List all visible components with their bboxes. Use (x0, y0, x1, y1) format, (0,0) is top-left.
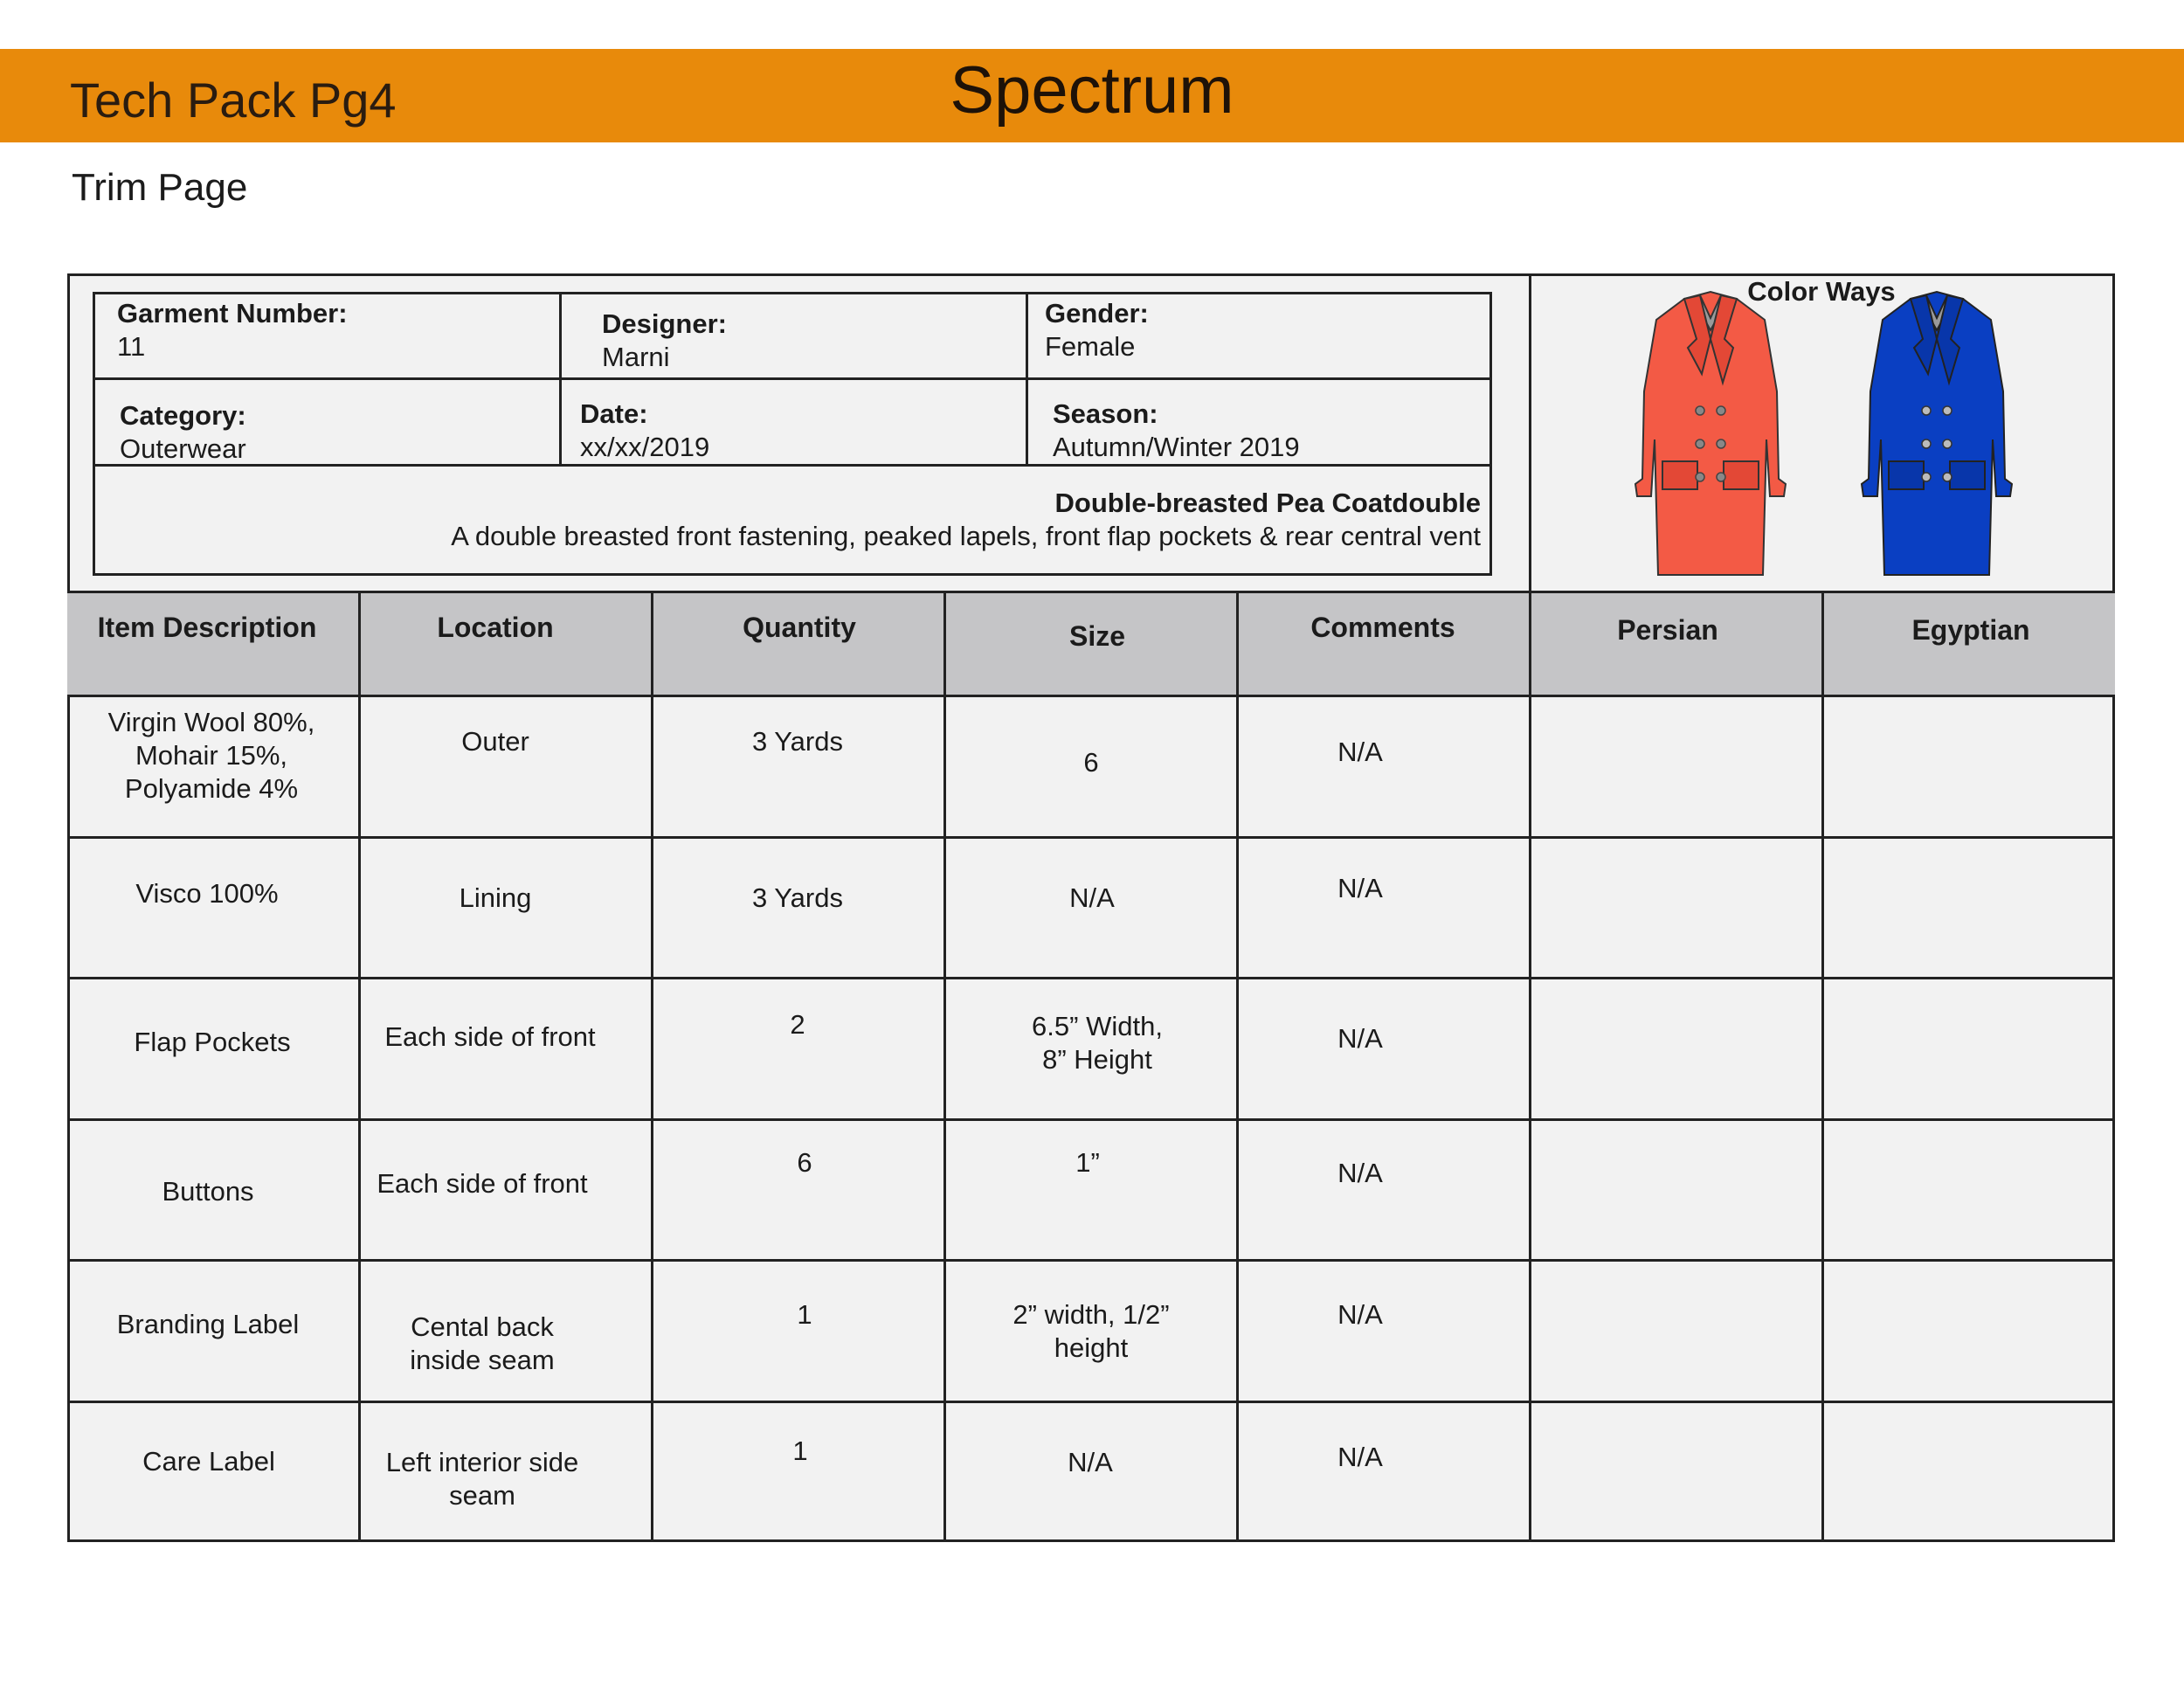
cell-comments: N/A (1337, 1158, 1383, 1188)
cell-comments: N/A (1337, 873, 1383, 903)
header-quantity: Quantity (743, 612, 856, 643)
garment-description (451, 487, 1481, 553)
cell-quantity: 1 (797, 1299, 812, 1330)
cell-item: Flap Pockets (134, 1027, 291, 1057)
cell-comments: N/A (1337, 1023, 1383, 1054)
cell-quantity: 6 (797, 1147, 812, 1178)
cell-comments: N/A (1337, 1442, 1383, 1472)
header-comments: Comments (1310, 612, 1455, 643)
coat-icon (1849, 287, 2024, 579)
cell-size: 2” width, 1/2” height (1013, 1299, 1170, 1363)
cell-size: 6.5” Width, 8” Height (1032, 1011, 1163, 1075)
cell-location: Cental back inside seam (410, 1311, 555, 1375)
cell-location: Each side of front (377, 1168, 588, 1199)
season-field: Season: Autumn/Winter 2019 (1053, 398, 1300, 462)
cell-item: Virgin Wool 80%, Mohair 15%, Polyamide 4% (107, 707, 315, 804)
cell-item: Buttons (162, 1176, 254, 1207)
header-persian: Persian (1617, 614, 1718, 646)
garment-title: Double-breasted Pea Coatdouble (1054, 488, 1481, 518)
cell-location: Outer (461, 726, 529, 757)
page-subtitle: Trim Page (72, 166, 248, 209)
cell-item: Care Label (142, 1446, 275, 1477)
designer-field: Designer: Marni (602, 308, 727, 372)
cell-quantity: 2 (790, 1009, 805, 1040)
cell-size: N/A (1069, 882, 1115, 913)
coat-icon (1623, 287, 1798, 579)
header-egyptian: Egyptian (1911, 614, 2030, 646)
cell-location: Each side of front (384, 1021, 596, 1052)
garment-info-box (93, 292, 1492, 576)
cell-comments: N/A (1337, 737, 1383, 767)
header-size: Size (1068, 620, 1126, 652)
header-item-description: Item Description (97, 612, 317, 643)
garment-number-field: Garment Number: 11 (117, 298, 348, 362)
colorways-title: Color Ways (1747, 276, 1896, 307)
cell-item: Visco 100% (135, 878, 279, 909)
gender-field: Gender: Female (1045, 298, 1149, 362)
cell-comments: N/A (1337, 1299, 1383, 1330)
header-location: Location (437, 612, 554, 643)
brand-title: Spectrum (950, 53, 1234, 128)
pack-title: Tech Pack Pg4 (70, 73, 397, 128)
garment-description-text: A double breasted front fastening, peaked lapels, front flap pockets & rear central vent (451, 521, 1481, 551)
date-field: Date: xx/xx/2019 (580, 398, 710, 462)
cell-quantity: 3 Yards (752, 726, 843, 757)
cell-size: 1” (1075, 1147, 1100, 1178)
cell-location: Left interior side seam (385, 1447, 579, 1511)
colorways-divider (1529, 273, 1531, 593)
category-field: Category: Outerwear (120, 400, 246, 464)
cell-quantity: 1 (792, 1435, 808, 1466)
cell-size: 6 (1083, 747, 1099, 778)
cell-location: Lining (459, 882, 532, 913)
cell-item: Branding Label (116, 1309, 300, 1339)
cell-quantity: 3 Yards (752, 882, 843, 913)
cell-size: N/A (1068, 1447, 1113, 1477)
